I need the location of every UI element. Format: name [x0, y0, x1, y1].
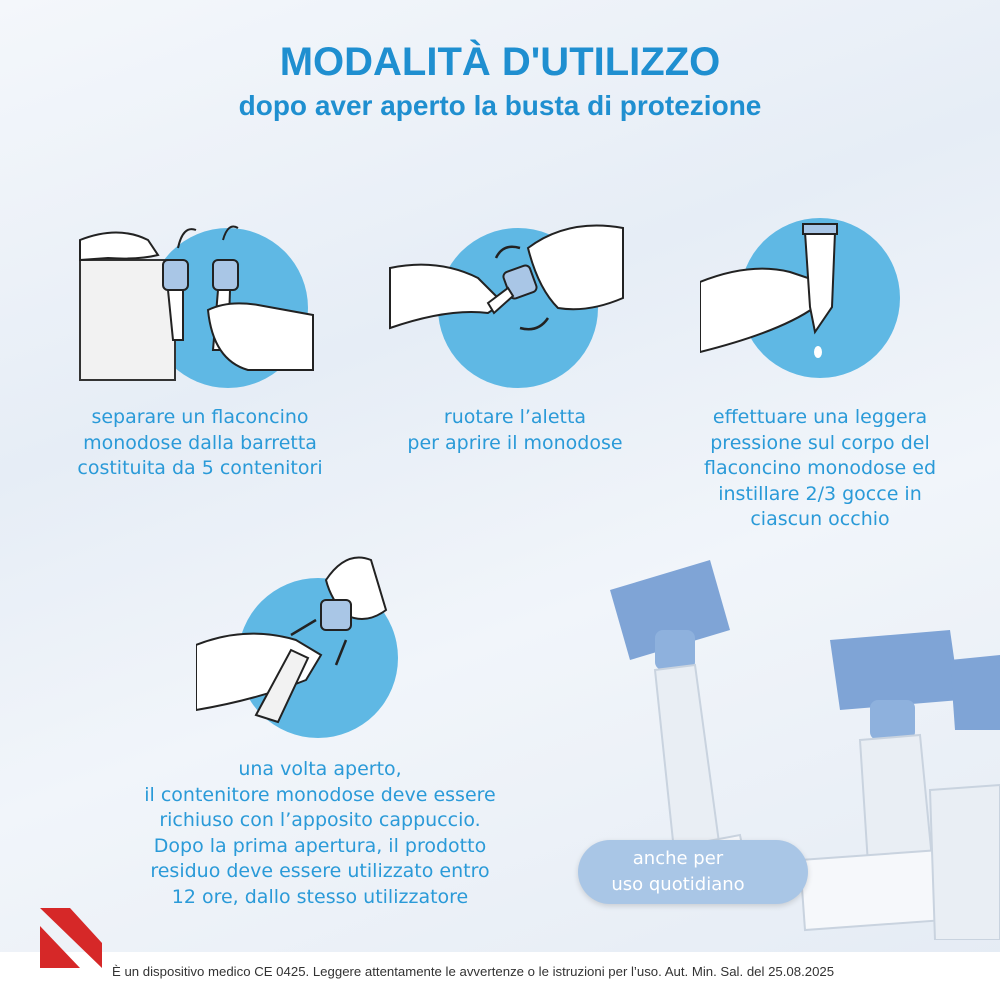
step-4-hands-icon [196, 540, 396, 730]
step-2-text: ruotare l’aletta per aprire il monodose [407, 406, 623, 454]
step-4-text: una volta aperto, il contenitore monodose deve essere richiuso con l’apposito cappuccio. Dopo la prima apertura, il prodotto residuo deve essere utilizzato entro 12 ore, dallo stesso utilizzatore [144, 758, 496, 908]
brand-logo-icon [40, 908, 102, 968]
step-1-text: separare un flaconcino monodose dalla barretta costituita da 5 contenitori [77, 406, 323, 479]
step-3-text: effettuare una leggera pressione sul corpo del flaconcino monodose ed instillare 2/3 gocce in ciascun occhio [703, 406, 937, 530]
step-1-hands-icon [78, 220, 318, 390]
page-title: MODALITÀ D'UTILIZZO [279, 40, 721, 84]
daily-use-badge-text: anche per uso quotidiano [611, 848, 745, 895]
step-3-hands-icon [700, 222, 870, 372]
step-2-hands-icon [388, 218, 628, 368]
page-subtitle: dopo aver aperto la busta di protezione [238, 90, 762, 121]
footer-disclaimer: È un dispositivo medico CE 0425. Leggere attentamente le avvertenze o le istruzioni per l’uso. Aut. Min. Sal. del 25.08.2025 [112, 964, 835, 979]
